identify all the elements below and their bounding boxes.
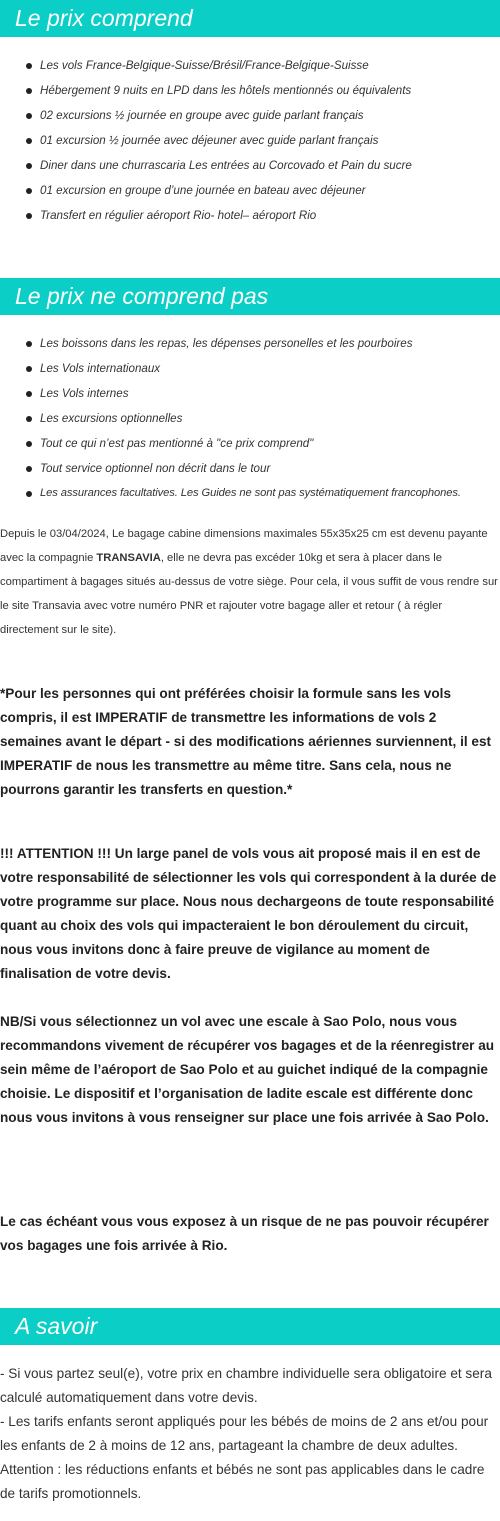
list-item: Les vols France-Belgique-Suisse/Brésil/France-Belgique-Suisse <box>26 53 500 78</box>
list-item: 01 excursion ½ journée avec déjeuner avec guide parlant français <box>26 128 500 153</box>
a-savoir-line: Attention : les réductions enfants et bébés ne sont pas applicables dans le cadre de tarifs promotionnels. <box>0 1462 485 1501</box>
list-item: Les boissons dans les repas, les dépenses personelles et les pourboires <box>26 331 500 356</box>
a-savoir-line: - Si vous partez seul(e), votre prix en chambre individuelle sera obligatoire et sera calculé automatiquement dans votre devis. <box>0 1366 492 1405</box>
list-item: 02 excursions ½ journée en groupe avec guide parlant français <box>26 103 500 128</box>
list-item: Les assurances facultatives. Les Guides ne sont pas systématiquement francophones. <box>26 481 500 506</box>
list-item: Diner dans une churrascaria Les entrées au Corcovado et Pain du sucre <box>26 153 500 178</box>
a-savoir-line: - Les tarifs enfants seront appliqués pour les bébés de moins de 2 ans et/ou pour les enfants de 2 à moins de 12 ans, partageant la chambre de deux adultes. <box>0 1414 489 1453</box>
excluded-list <box>0 331 500 506</box>
baggage-note-after: , elle ne devra pas excéder 10kg et sera à placer dans le compartiment à bagages situés au-dessus de votre siège. Pour cela, il vous suffit de vous rendre sur le site Transavia avec votre numéro PNR et rajouter votre bagage aller et retour ( à régler directement sur le site). <box>0 552 498 636</box>
section-header-included <box>0 0 500 37</box>
section-title: A savoir <box>15 1313 98 1339</box>
baggage-note-company: TRANSAVIA <box>96 552 161 564</box>
baggage-note-before: Depuis le 03/04/2024, Le bagage cabine dimensions maximales 55x35x25 cm est devenu payante avec la compagnie <box>0 528 488 564</box>
baggage-note <box>0 522 500 642</box>
list-item: Hébergement 9 nuits en LPD dans les hôtels mentionnés ou équivalents <box>26 78 500 103</box>
list-item: Les excursions optionnelles <box>26 406 500 431</box>
section-title: Le prix ne comprend pas <box>15 283 269 309</box>
section-title: Le prix comprend <box>15 5 193 31</box>
list-item: Les Vols internationaux <box>26 356 500 381</box>
risk-notice: Le cas échéant vous vous exposez à un risque de ne pas pouvoir récupérer vos bagages une fois arrivée à Rio. <box>0 1214 489 1253</box>
attention-notice: !!! ATTENTION !!! Un large panel de vols vous ait proposé mais il en est de votre responsabilité de sélectionner les vols qui correspondent à la durée de votre programme sur place. Nous nous dechargeons de toute responsabilité quant au choix des vols qui impacteraient le bon déroulement du circuit, nous vous invitons donc à faire preuve de vigilance au moment de finalisation de votre devis. <box>0 846 497 981</box>
section-header-excluded <box>0 278 500 315</box>
list-item: Tout ce qui n’est pas mentionné à "ce prix comprend" <box>26 431 500 456</box>
sao-polo-notice: NB/Si vous sélectionnez un vol avec une escale à Sao Polo, nous vous recommandons vivement de récupérer vos bagages et de la réenregistrer au sein même de l’aéroport de Sao Polo et au guichet indiqué de la compagnie choisie. Le dispositif et l’organisation de ladite escale est différente donc nous vous invitons à vous renseigner sur place une fois arrivée à Sao Polo. <box>0 1014 495 1125</box>
flights-info-notice: *Pour les personnes qui ont préférées choisir la formule sans les vols compris, il est IMPERATIF de transmettre les informations de vols 2 semaines avant le départ - si des modifications aériennes surviennent, il est IMPERATIF de nous les transmettre au même titre. Sans cela, nous ne pourrons garantir les transferts en question.* <box>0 686 492 797</box>
list-item: Transfert en régulier aéroport Rio- hotel– aéroport Rio <box>26 203 500 228</box>
list-item: 01 excursion en groupe d’une journée en bateau avec déjeuner <box>26 178 500 203</box>
list-item: Les Vols internes <box>26 381 500 406</box>
section-header-a-savoir <box>0 1308 500 1345</box>
included-list <box>0 53 500 228</box>
list-item: Tout service optionnel non décrit dans le tour <box>26 456 500 481</box>
a-savoir-content <box>0 1362 500 1506</box>
